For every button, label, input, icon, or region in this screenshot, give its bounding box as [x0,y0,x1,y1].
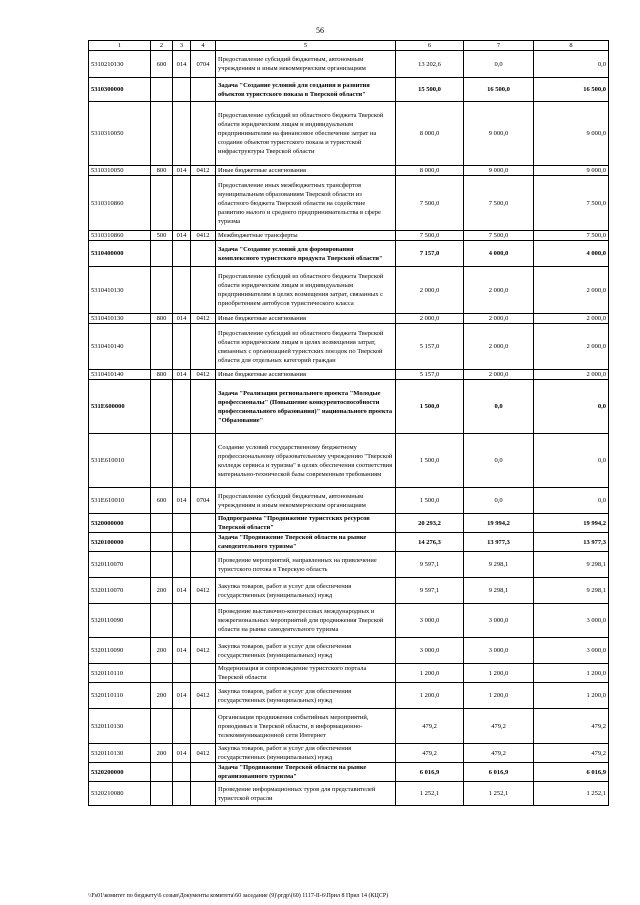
row-admin-code [173,514,191,533]
row-value-col6: 2 000,0 [396,267,464,314]
row-code: 5320110090 [89,638,151,664]
row-name: Иные бюджетные ассигнования [216,166,396,176]
row-expense-type: 800 [151,166,173,176]
row-value-col8: 9 000,0 [534,166,609,176]
table-row [89,782,609,806]
row-name: Задача "Создание условий для создания и развития объектов туристского показа в Тверской области" [216,78,396,102]
row-value-col6: 1 200,0 [396,664,464,683]
row-admin-code: 014 [173,744,191,763]
row-value-col6: 1 500,0 [396,488,464,514]
table-row [89,744,609,763]
row-value-col6: 7 500,0 [396,231,464,241]
row-admin-code [173,267,191,314]
table-row [89,434,609,488]
row-code: 5310310050 [89,166,151,176]
row-value-col7: 9 298,1 [464,552,534,578]
row-value-col7: 0,0 [464,488,534,514]
row-code: 5320110130 [89,709,151,744]
row-value-col8: 3 000,0 [534,604,609,638]
row-value-col7: 3 000,0 [464,638,534,664]
table-row [89,683,609,709]
row-value-col8: 2 000,0 [534,314,609,324]
row-name: Задача "Создание условий для формирования комплексного туристского продукта Тверской области" [216,241,396,267]
row-value-col7: 0,0 [464,380,534,434]
row-admin-code [173,434,191,488]
row-value-col8: 1 200,0 [534,664,609,683]
row-value-col6: 1 500,0 [396,380,464,434]
row-value-col8: 479,2 [534,709,609,744]
row-admin-code: 014 [173,578,191,604]
row-admin-code: 014 [173,638,191,664]
row-admin-code: 014 [173,51,191,78]
table-row [89,638,609,664]
row-expense-type [151,241,173,267]
row-value-col7: 9 000,0 [464,166,534,176]
row-value-col8: 2 000,0 [534,267,609,314]
row-value-col6: 8 000,0 [396,102,464,166]
table-row [89,166,609,176]
row-value-col7: 0,0 [464,434,534,488]
row-name: Межбюджетные трансферты [216,231,396,241]
row-admin-code: 014 [173,314,191,324]
table-row [89,604,609,638]
row-admin-code [173,763,191,782]
row-value-col6: 9 597,1 [396,578,464,604]
row-section-code: 0704 [191,51,216,78]
row-section-code [191,763,216,782]
row-value-col8: 19 994,2 [534,514,609,533]
row-name: Иные бюджетные ассигнования [216,314,396,324]
row-name: Задача "Продвижение Тверской области на рынке самодеятельного туризма" [216,533,396,552]
row-value-col8: 0,0 [534,380,609,434]
row-value-col7: 2 000,0 [464,324,534,370]
row-name: Проведение информационных туров для представителей туристской отрасли [216,782,396,806]
row-value-col8: 1 252,1 [534,782,609,806]
table-row [89,380,609,434]
row-value-col8: 0,0 [534,434,609,488]
row-section-code [191,78,216,102]
row-value-col6: 1 500,0 [396,434,464,488]
row-value-col7: 1 252,1 [464,782,534,806]
row-name: Иные бюджетные ассигнования [216,370,396,380]
row-name: Проведение выставочно-конгрессных международных и межрегиональных мероприятий для продвижения Тверской области на рынке самодеятельного туризма [216,604,396,638]
row-value-col7: 9 000,0 [464,102,534,166]
row-value-col8: 9 000,0 [534,102,609,166]
row-code: 5310400000 [89,241,151,267]
row-code: 5320100000 [89,533,151,552]
row-value-col7: 19 994,2 [464,514,534,533]
row-expense-type [151,709,173,744]
table-row [89,578,609,604]
header-cell: 6 [396,41,464,51]
row-expense-type [151,434,173,488]
row-code: 5320110110 [89,683,151,709]
row-expense-type: 600 [151,488,173,514]
row-admin-code: 014 [173,166,191,176]
row-admin-code [173,604,191,638]
row-value-col8: 479,2 [534,744,609,763]
row-expense-type: 800 [151,370,173,380]
row-code: 5320110070 [89,578,151,604]
row-section-code [191,267,216,314]
row-expense-type: 200 [151,638,173,664]
row-value-col6: 2 000,0 [396,314,464,324]
row-value-col7: 13 977,3 [464,533,534,552]
row-section-code [191,782,216,806]
row-code: 5310300000 [89,78,151,102]
row-value-col7: 479,2 [464,709,534,744]
header-cell: 7 [464,41,534,51]
row-name: Закупка товаров, работ и услуг для обеспечения государственных (муниципальных) нужд [216,744,396,763]
row-value-col7: 2 000,0 [464,314,534,324]
row-value-col7: 2 000,0 [464,267,534,314]
row-section-code: 0412 [191,578,216,604]
row-section-code [191,664,216,683]
row-code: 5310310860 [89,231,151,241]
row-section-code: 0412 [191,314,216,324]
row-code: 5310210130 [89,51,151,78]
row-value-col6: 9 597,1 [396,552,464,578]
row-expense-type [151,78,173,102]
row-value-col6: 5 157,0 [396,370,464,380]
row-value-col8: 0,0 [534,488,609,514]
table-row [89,552,609,578]
row-value-col7: 6 016,9 [464,763,534,782]
row-expense-type [151,324,173,370]
row-value-col7: 7 500,0 [464,176,534,231]
row-section-code: 0412 [191,231,216,241]
row-value-col6: 15 500,0 [396,78,464,102]
row-expense-type [151,604,173,638]
row-value-col8: 13 977,3 [534,533,609,552]
row-value-col7: 16 500,0 [464,78,534,102]
row-value-col7: 7 500,0 [464,231,534,241]
table-row [89,176,609,231]
row-value-col8: 3 000,0 [534,638,609,664]
row-value-col6: 3 000,0 [396,638,464,664]
row-code: 5320110090 [89,604,151,638]
row-value-col8: 1 200,0 [534,683,609,709]
row-code: 5320000000 [89,514,151,533]
row-value-col7: 479,2 [464,744,534,763]
row-expense-type: 800 [151,314,173,324]
row-admin-code [173,709,191,744]
row-admin-code [173,664,191,683]
row-value-col7: 1 200,0 [464,664,534,683]
file-path-footer: \\Fs01\комитет по бюджету\6 созыв\Документы комитета\60 заседание (9)\ргдр\(60) 1117-II-6\Прил 8 Прил 14 (КЦСР) [88,893,389,899]
row-expense-type [151,664,173,683]
table-header-row [89,41,609,51]
row-value-col8: 6 016,9 [534,763,609,782]
row-section-code [191,102,216,166]
row-expense-type: 500 [151,231,173,241]
row-section-code: 0412 [191,370,216,380]
row-section-code [191,324,216,370]
row-code: 5310410130 [89,314,151,324]
table-row [89,267,609,314]
row-name: Предоставление субсидий из областного бюджета Тверской области юридическим лицам в целях возмещения затрат, связанных с организацией туристских поездок по Тверской области для отдельных категорий граждан [216,324,396,370]
row-section-code [191,514,216,533]
row-expense-type: 200 [151,744,173,763]
row-value-col6: 1 200,0 [396,683,464,709]
row-section-code [191,552,216,578]
row-name: Предоставление иных межбюджетных трансфертов муниципальным образованиям Тверской области из областного бюджета Тверской области на содействие развитию малого и среднего предпринимательства в сфере туризма [216,176,396,231]
row-code: 5310310860 [89,176,151,231]
row-section-code: 0412 [191,683,216,709]
row-section-code: 0412 [191,166,216,176]
row-section-code [191,380,216,434]
row-admin-code: 014 [173,488,191,514]
row-expense-type [151,380,173,434]
row-value-col6: 3 000,0 [396,604,464,638]
row-name: Подпрограмма "Продвижение туристских ресурсов Тверской области" [216,514,396,533]
page-number: 56 [316,26,324,35]
row-expense-type [151,102,173,166]
row-admin-code [173,324,191,370]
table-row [89,324,609,370]
table-row [89,51,609,78]
table-row [89,102,609,166]
row-code: 5320110070 [89,552,151,578]
row-code: 5310410140 [89,370,151,380]
row-section-code: 0412 [191,638,216,664]
row-value-col7: 2 000,0 [464,370,534,380]
row-value-col7: 1 200,0 [464,683,534,709]
row-admin-code: 014 [173,231,191,241]
row-name: Предоставление субсидий бюджетным, автономным учреждениям и иным некоммерческим организациям [216,488,396,514]
row-value-col6: 479,2 [396,744,464,763]
table-row [89,533,609,552]
row-section-code [191,176,216,231]
row-name: Модернизация и сопровождение туристского портала Тверской области [216,664,396,683]
row-value-col6: 6 016,9 [396,763,464,782]
header-cell: 3 [173,41,191,51]
row-section-code [191,604,216,638]
row-expense-type: 200 [151,578,173,604]
row-name: Предоставление субсидий из областного бюджета Тверской области юридическим лицам и индивидуальным предпринимателям на финансовое обеспечение затрат на создание объектов туристского показа и туристской инфраструктуры Тверской области [216,102,396,166]
row-admin-code [173,176,191,231]
row-value-col7: 9 298,1 [464,578,534,604]
row-value-col7: 0,0 [464,51,534,78]
row-name: Задача "Продвижение Тверской области на рынке организованного туризма" [216,763,396,782]
row-admin-code [173,552,191,578]
row-value-col8: 9 298,1 [534,552,609,578]
row-value-col8: 2 000,0 [534,324,609,370]
row-name: Создание условий государственному бюджетному профессиональному образовательному учреждению "Тверской колледж сервиса и туризма" в целях обеспечения соответствия материально-технической базы современным требованиям [216,434,396,488]
row-admin-code: 014 [173,370,191,380]
row-code: 531E600000 [89,380,151,434]
row-name: Предоставление субсидий бюджетным, автономным учреждениям и иным некоммерческим организациям [216,51,396,78]
table-row [89,241,609,267]
row-expense-type [151,176,173,231]
table-row [89,763,609,782]
row-expense-type [151,533,173,552]
row-code: 5320200000 [89,763,151,782]
row-name: Проведение мероприятий, направленных на привлечение туристского потока в Тверскую область [216,552,396,578]
row-admin-code [173,533,191,552]
row-name: Предоставление субсидий из областного бюджета Тверской области юридическим лицам и индивидуальным предпринимателям в целях возмещения затрат, связанных с приобретением автобусов туристического класса [216,267,396,314]
row-name: Организация продвижения событийных мероприятий, проводимых в Тверской области, в информационно-телекоммуникационной сети Интернет [216,709,396,744]
table-row [89,709,609,744]
row-admin-code [173,241,191,267]
table-row [89,231,609,241]
row-value-col8: 2 000,0 [534,370,609,380]
row-code: 5310410130 [89,267,151,314]
row-value-col7: 3 000,0 [464,604,534,638]
row-admin-code [173,782,191,806]
row-expense-type: 600 [151,51,173,78]
header-cell: 8 [534,41,609,51]
row-section-code [191,434,216,488]
row-value-col6: 1 252,1 [396,782,464,806]
row-value-col8: 9 298,1 [534,578,609,604]
row-admin-code [173,380,191,434]
row-value-col6: 8 000,0 [396,166,464,176]
row-admin-code [173,78,191,102]
row-expense-type [151,514,173,533]
row-value-col6: 5 157,0 [396,324,464,370]
header-cell: 5 [216,41,396,51]
header-cell: 4 [191,41,216,51]
row-section-code [191,533,216,552]
row-section-code [191,241,216,267]
row-section-code [191,709,216,744]
row-name: Закупка товаров, работ и услуг для обеспечения государственных (муниципальных) нужд [216,578,396,604]
row-value-col6: 20 293,2 [396,514,464,533]
row-code: 5320110130 [89,744,151,763]
row-code: 5320110110 [89,664,151,683]
row-value-col8: 16 500,0 [534,78,609,102]
row-value-col8: 4 000,0 [534,241,609,267]
row-admin-code: 014 [173,683,191,709]
row-value-col8: 0,0 [534,51,609,78]
row-value-col8: 7 500,0 [534,176,609,231]
table-row [89,488,609,514]
row-name: Закупка товаров, работ и услуг для обеспечения государственных (муниципальных) нужд [216,638,396,664]
row-section-code: 0412 [191,744,216,763]
table-row [89,370,609,380]
row-expense-type [151,267,173,314]
row-value-col6: 7 157,0 [396,241,464,267]
table-row [89,314,609,324]
header-cell: 2 [151,41,173,51]
row-value-col6: 479,2 [396,709,464,744]
row-code: 5320210080 [89,782,151,806]
row-name: Закупка товаров, работ и услуг для обеспечения государственных (муниципальных) нужд [216,683,396,709]
row-name: Задача "Реализация регионального проекта "Молодые профессионалы" (Повышение конкурентоспособности профессионального образования)" национального проекта "Образование" [216,380,396,434]
table-row [89,78,609,102]
row-code: 531E610010 [89,434,151,488]
header-cell: 1 [89,41,151,51]
row-code: 531E610010 [89,488,151,514]
budget-table [88,40,609,806]
row-code: 5310310050 [89,102,151,166]
table-row [89,664,609,683]
row-admin-code [173,102,191,166]
row-code: 5310410140 [89,324,151,370]
row-expense-type [151,763,173,782]
table-row [89,514,609,533]
row-value-col8: 7 500,0 [534,231,609,241]
row-expense-type: 200 [151,683,173,709]
row-value-col6: 7 500,0 [396,176,464,231]
row-value-col6: 13 202,6 [396,51,464,78]
row-expense-type [151,782,173,806]
row-value-col6: 14 276,3 [396,533,464,552]
row-expense-type [151,552,173,578]
row-section-code: 0704 [191,488,216,514]
row-value-col7: 4 000,0 [464,241,534,267]
